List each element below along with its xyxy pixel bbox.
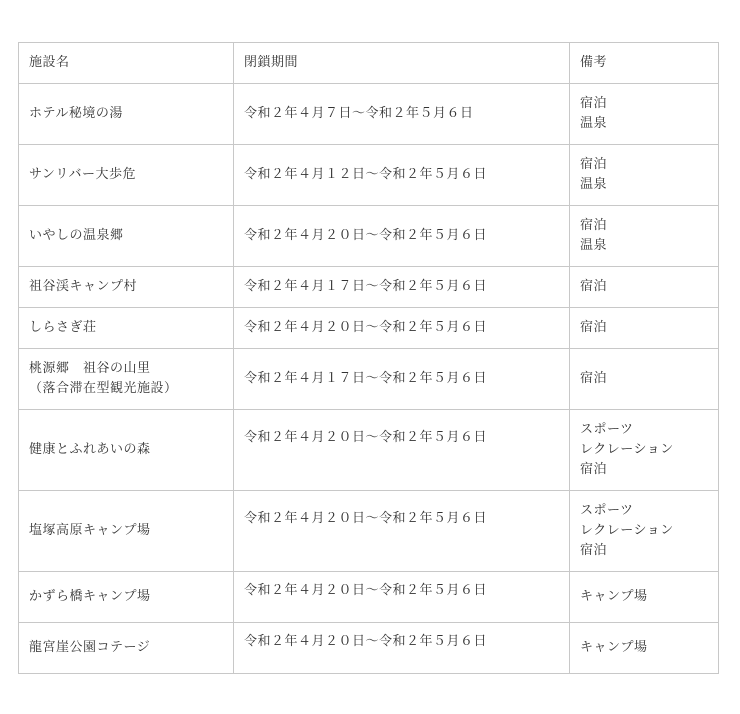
- closure-period-cell: [234, 308, 570, 349]
- note-item: スポーツ: [580, 422, 634, 437]
- note-item: 温泉: [580, 177, 608, 192]
- note-item: レクレーション: [580, 523, 674, 538]
- notes-cell: [570, 349, 719, 410]
- table-row: [19, 206, 719, 267]
- closure-period: 令和２年４月２０日～令和２年５月６日: [244, 228, 488, 243]
- facility-name-cell: [19, 206, 234, 267]
- closure-period-cell: [234, 572, 570, 623]
- facility-name-cell: [19, 572, 234, 623]
- closure-period: 令和２年４月２０日～令和２年５月６日: [244, 320, 488, 335]
- note-item: 宿泊: [580, 371, 608, 386]
- facility-name: かずら橋キャンプ場: [29, 589, 151, 604]
- facility-name: サンリバー大歩危: [29, 167, 136, 182]
- notes-cell: [570, 572, 719, 623]
- closure-period: 令和２年４月７日～令和２年５月６日: [244, 106, 474, 121]
- closure-period-cell: [234, 206, 570, 267]
- facility-name: 塩塚高原キャンプ場: [29, 523, 151, 538]
- note-item: キャンプ場: [580, 589, 648, 604]
- facility-name: 龍宮崖公園コテージ: [29, 640, 151, 655]
- note-item: 宿泊: [580, 279, 608, 294]
- note-item: レクレーション: [580, 442, 674, 457]
- note-item: 宿泊: [580, 157, 608, 172]
- table-row: [19, 623, 719, 674]
- facility-name-cell: [19, 623, 234, 674]
- closure-period: 令和２年４月１２日～令和２年５月６日: [244, 167, 488, 182]
- facility-name: 健康とふれあいの森: [29, 442, 151, 457]
- facility-name-cell: [19, 84, 234, 145]
- table-row: [19, 410, 719, 491]
- notes-cell: [570, 84, 719, 145]
- closure-period-cell: [234, 623, 570, 674]
- table-row: [19, 84, 719, 145]
- note-item: スポーツ: [580, 503, 634, 518]
- facility-name-cell: [19, 410, 234, 491]
- table-row: [19, 349, 719, 410]
- notes-cell: [570, 308, 719, 349]
- facility-name: 祖谷渓キャンプ村: [29, 279, 138, 294]
- notes-cell: [570, 145, 719, 206]
- closure-period-cell: [234, 267, 570, 308]
- header-notes: 備考: [570, 43, 719, 84]
- facility-name: ホテル秘境の湯: [29, 106, 123, 121]
- table-row: [19, 491, 719, 572]
- table-row: [19, 572, 719, 623]
- notes-cell: [570, 491, 719, 572]
- closure-table-container: [18, 42, 719, 674]
- table-row: [19, 267, 719, 308]
- note-item: 宿泊: [580, 320, 608, 335]
- facility-name: しらさぎ荘: [29, 320, 97, 335]
- notes-cell: [570, 623, 719, 674]
- facility-closure-table: [18, 42, 719, 674]
- facility-name-cell: [19, 145, 234, 206]
- note-item: 宿泊: [580, 96, 608, 111]
- facility-name-cell: [19, 308, 234, 349]
- closure-period-cell: [234, 491, 570, 572]
- closure-period: 令和２年４月１７日～令和２年５月６日: [244, 279, 488, 294]
- facility-name: いやしの温泉郷: [29, 228, 124, 243]
- facility-name-cell: [19, 267, 234, 308]
- notes-cell: [570, 206, 719, 267]
- note-item: 宿泊: [580, 462, 608, 477]
- facility-name-cell: [19, 491, 234, 572]
- closure-period: 令和２年４月２０日～令和２年５月６日: [244, 634, 488, 649]
- notes-cell: [570, 410, 719, 491]
- closure-period-cell: [234, 145, 570, 206]
- table-row: [19, 145, 719, 206]
- note-item: 宿泊: [580, 543, 608, 558]
- closure-period: 令和２年４月２０日～令和２年５月６日: [244, 583, 488, 598]
- header-facility-name: 施設名: [19, 43, 234, 84]
- note-item: キャンプ場: [580, 640, 648, 655]
- closure-period: 令和２年４月２０日～令和２年５月６日: [244, 511, 488, 526]
- closure-period-cell: [234, 410, 570, 491]
- facility-name-sub: （落合滞在型観光施設）: [29, 381, 178, 396]
- facility-name: 桃源郷 祖谷の山里: [29, 361, 151, 376]
- notes-cell: [570, 267, 719, 308]
- header-closure-period: 閉鎖期間: [234, 43, 570, 84]
- note-item: 温泉: [580, 116, 608, 131]
- closure-period: 令和２年４月１７日～令和２年５月６日: [244, 371, 488, 386]
- note-item: 宿泊: [580, 218, 608, 233]
- header-row: [19, 43, 719, 84]
- facility-name-cell: [19, 349, 234, 410]
- closure-period-cell: [234, 84, 570, 145]
- note-item: 温泉: [580, 238, 608, 253]
- closure-period: 令和２年４月２０日～令和２年５月６日: [244, 430, 488, 445]
- table-row: [19, 308, 719, 349]
- closure-period-cell: [234, 349, 570, 410]
